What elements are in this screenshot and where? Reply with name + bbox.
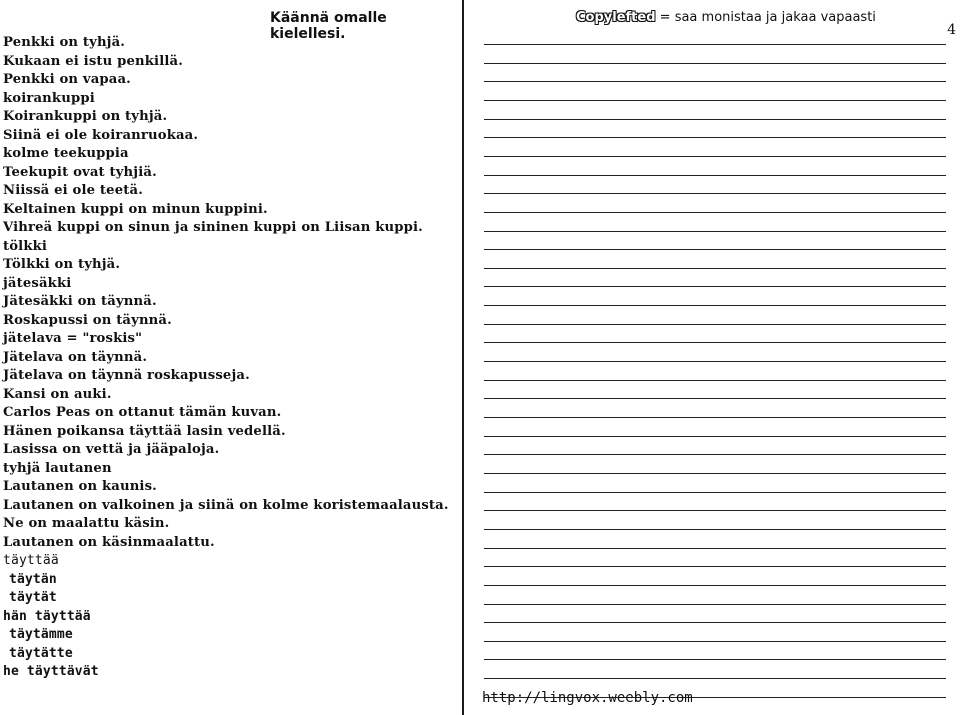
- writing-line: [484, 119, 946, 120]
- writing-line: [484, 81, 946, 82]
- sentence-line: Lautanen on kaunis.: [3, 479, 157, 494]
- conjugation-form: täytätte: [9, 645, 73, 661]
- writing-lines: [484, 0, 946, 715]
- writing-line: [484, 380, 946, 381]
- page-number: 4: [947, 22, 956, 38]
- sentence-line: Jätesäkki on täynnä.: [3, 294, 157, 309]
- sentence-line: Kansi on auki.: [3, 386, 112, 402]
- sentence-line: Ne on maalattu käsin.: [3, 516, 170, 531]
- copyleft-word: Copylefted: [576, 10, 656, 25]
- conjugation-form: täytän: [9, 571, 57, 587]
- sentence-line: Siinä ei ole koiranruokaa.: [3, 127, 199, 143]
- sentence-line: Roskapussi on täynnä.: [3, 312, 172, 328]
- sentence-line: Teekupit ovat tyhjiä.: [3, 164, 157, 180]
- sentence-line: tölkki: [3, 238, 48, 254]
- writing-line: [484, 100, 946, 101]
- sentence-line: Koirankuppi on tyhjä.: [3, 109, 168, 124]
- conjugation-infinitive: täyttää: [3, 553, 59, 568]
- writing-line: [484, 305, 946, 306]
- conjugation-form: he täyttävät: [3, 664, 99, 679]
- writing-line: [484, 156, 946, 157]
- sentence-line: Carlos Peas on ottanut tämän kuvan.: [3, 405, 282, 420]
- sentence-line: Lasissa on vettä ja jääpaloja.: [3, 442, 220, 457]
- writing-line: [484, 659, 946, 660]
- writing-line: [484, 473, 946, 474]
- writing-line: [484, 585, 946, 586]
- writing-line: [484, 193, 946, 194]
- writing-line: [484, 44, 946, 45]
- writing-line: [484, 342, 946, 343]
- writing-line: [484, 454, 946, 455]
- conjugation-form: täytämme: [9, 627, 73, 642]
- conjugation-form: täytät: [9, 590, 57, 605]
- sentence-line: Tölkki on tyhjä.: [3, 257, 121, 272]
- writing-line: [484, 268, 946, 269]
- sentence-line: Jätelava on täynnä roskapusseja.: [3, 368, 250, 383]
- writing-line: [484, 622, 946, 623]
- sentence-line: Lautanen on käsinmaalattu.: [3, 534, 215, 550]
- writing-line: [484, 529, 946, 530]
- sentence-line: jätesäkki: [3, 275, 72, 291]
- sentence-line: Lautanen on valkoinen ja siinä on kolme koristemaalausta.: [3, 497, 449, 513]
- writing-line: [484, 398, 946, 399]
- sentence-line: Jätelava on täynnä.: [3, 349, 148, 365]
- sentence-line: kolme teekuppia: [3, 146, 129, 161]
- sentence-list: [3, 34, 449, 682]
- writing-line: [484, 548, 946, 549]
- sentence-line: Vihreä kuppi on sinun ja sininen kuppi on Liisan kuppi.: [3, 220, 423, 235]
- writing-line: [484, 212, 946, 213]
- writing-line: [484, 231, 946, 232]
- footer-url[interactable]: http://lingvox.weebly.com: [482, 690, 693, 706]
- writing-line: [484, 641, 946, 642]
- sentence-line: Kukaan ei istu penkillä.: [3, 53, 183, 69]
- conjugation-form: hän täyttää: [3, 608, 91, 624]
- writing-line: [484, 436, 946, 437]
- sentence-line: Hänen poikansa täyttää lasin vedellä.: [3, 423, 286, 439]
- copyleft-text: = saa monistaa ja jakaa vapaasti: [655, 10, 876, 25]
- sentence-line: Penkki on vapaa.: [3, 72, 131, 87]
- writing-line: [484, 324, 946, 325]
- writing-line: [484, 678, 946, 679]
- writing-line: [484, 175, 946, 176]
- writing-line: [484, 417, 946, 418]
- sentence-line: jätelava = "roskis": [3, 331, 143, 346]
- writing-line: [484, 63, 946, 64]
- writing-line: [484, 492, 946, 493]
- writing-line: [484, 604, 946, 605]
- sentence-column: [0, 0, 462, 715]
- writing-line: [484, 286, 946, 287]
- writing-line: [484, 361, 946, 362]
- translate-instruction: Käännä omalle kielellesi.: [270, 10, 387, 42]
- sentence-line: Niissä ei ole teetä.: [3, 183, 143, 198]
- writing-line: [484, 137, 946, 138]
- writing-line: [484, 510, 946, 511]
- sentence-line: tyhjä lautanen: [3, 460, 112, 476]
- writing-line: [484, 249, 946, 250]
- sentence-line: Keltainen kuppi on minun kuppini.: [3, 201, 268, 217]
- sentence-line: koirankuppi: [3, 90, 95, 106]
- writing-line: [484, 566, 946, 567]
- sentence-line: Penkki on tyhjä.: [3, 35, 126, 50]
- writing-column: [464, 0, 960, 715]
